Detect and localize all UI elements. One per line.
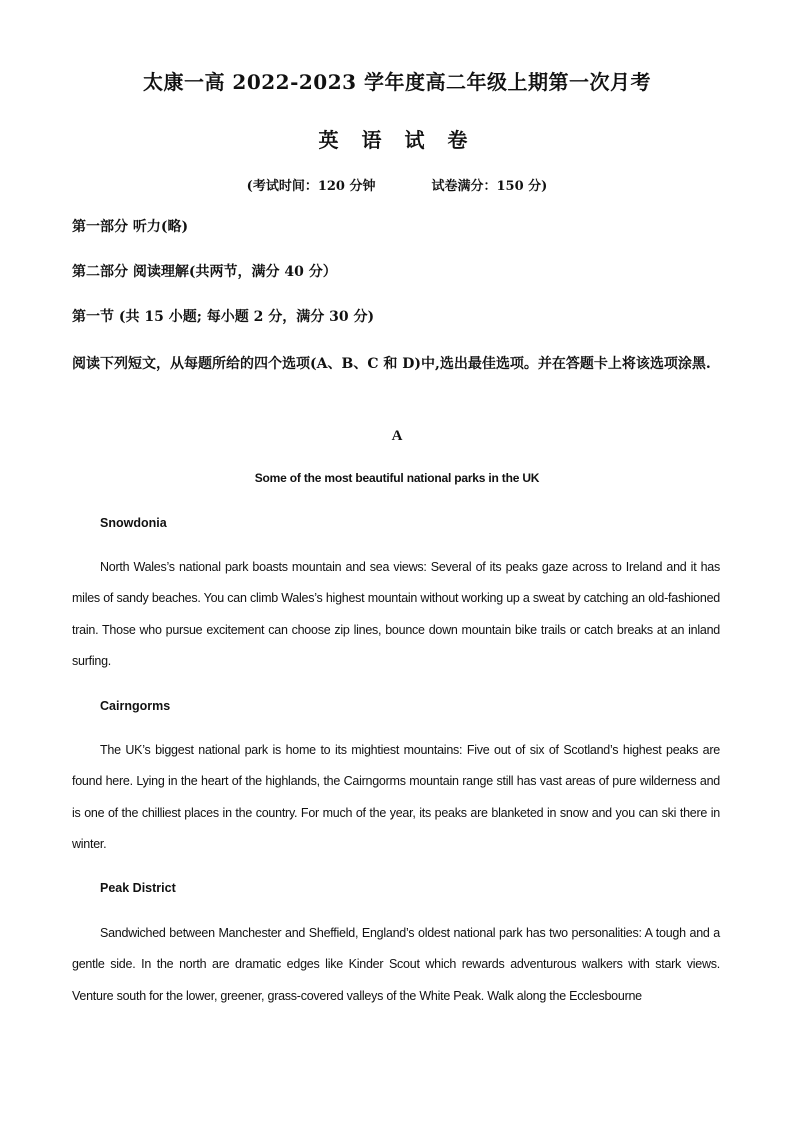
exam-meta [0,175,794,194]
park-text-cairngorms: The UK’s biggest national park is home to its mightiest mountains: Five out of six of Scotland’s highest peaks are found here. Lying in the heart of the highlands, the Cairngorms mountain range still has vast areas of pure wilderness and is one of the chilliest places in the country. For much of the year, its peaks are blanketed in snow and you can ski there in winter. [72,743,720,851]
exam-time: (考试时间：120 分钟 [246,179,376,194]
park-text-peak-district: Sandwiched between Manchester and Sheffield, England’s oldest national park has two personalities: A tough and a gentle side. In the north are dramatic edges like Kinder Scout which rewards adventurous walkers with stark views. Venture south for the lower, greener, grass-covered valleys of the White Peak. Walk along the Ecclesbourne [72,926,720,1003]
park-text-snowdonia: North Wales’s national park boasts mountain and sea views: Several of its peaks gaze across to Ireland and it has miles of sandy beaches. You can climb Wales’s highest mountain without working up a sweat by catching an old-fashioned train. Those who pursue excitement can choose zip lines, bounce down mountain bike trails or catch breaks at an inland surfing. [72,560,720,668]
part2-heading: 第二部分 阅读理解(共两节，满分 40 分） [72,264,337,280]
part1-heading: 第一部分 听力(略) [72,219,189,235]
park-name-peak-district: Peak District [100,881,176,895]
section1-heading: 第一节 (共 15 小题; 每小题 2 分，满分 30 分) [72,309,375,325]
exam-title: 太康一高 2022-2023 学年度高二年级上期第一次月考 [142,70,652,94]
exam-subtitle: 英 语 试 卷 [318,128,476,152]
instructions: 阅读下列短文，从每题所给的四个选项(A、B、C 和 D)中,选出最佳选项。并在答题卡上将该选项涂黑. [72,356,711,372]
full-score: 试卷满分：150 分) [431,179,548,194]
passage-letter: A [391,428,403,444]
passage-title: Some of the most beautiful national parks in the UK [254,471,540,485]
park-name-cairngorms: Cairngorms [100,699,171,713]
park-name-snowdonia: Snowdonia [100,516,167,530]
